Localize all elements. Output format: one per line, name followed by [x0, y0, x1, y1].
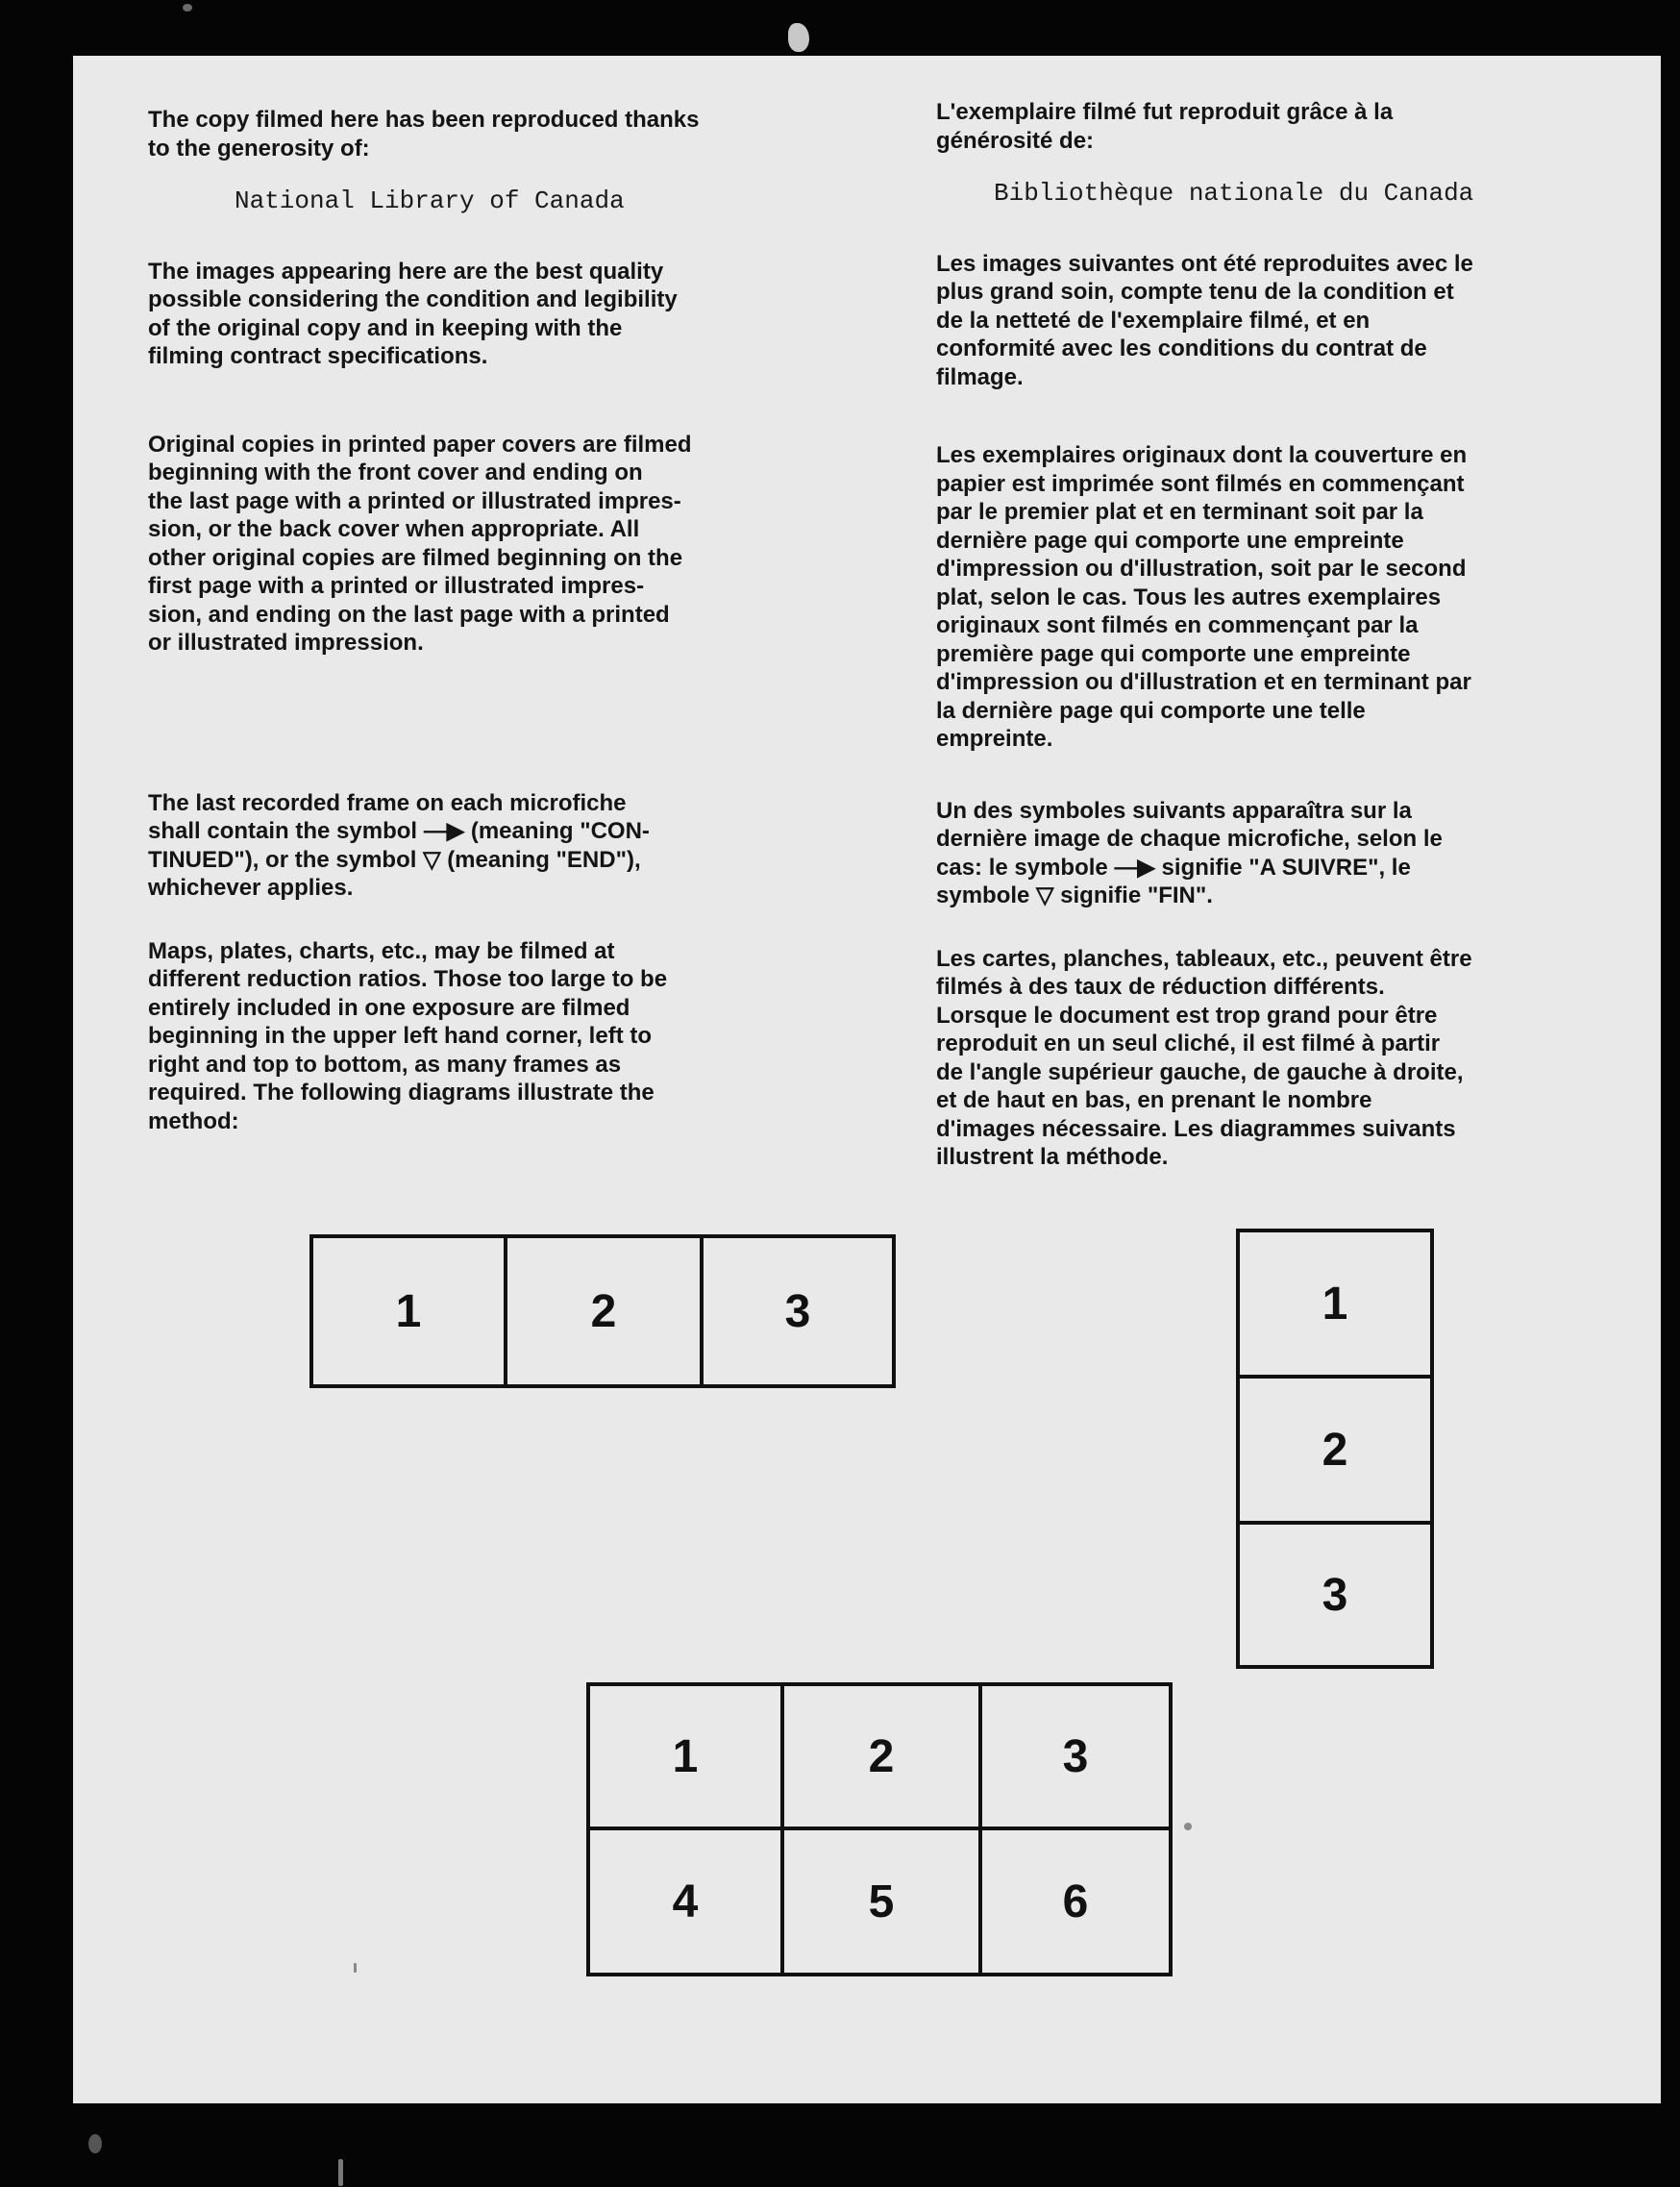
french-library-name: Bibliothèque nationale du Canada	[994, 179, 1474, 208]
diagram-horizontal-cell: 1	[309, 1234, 507, 1388]
film-speck	[354, 1963, 357, 1973]
document-page	[73, 56, 1661, 2103]
french-thanks: L'exemplaire filmé fut reproduit grâce à la générosité de:	[936, 99, 1394, 154]
french-column	[936, 98, 1628, 1172]
french-maps-paragraph: Les cartes, planches, tableaux, etc., peuvent être filmés à des taux de réduction différents. Lorsque le document est trop grand pour être reproduit en un seul cliché, il est filmé à partir de l'angle supérieur gauche, de gauche à droite, et de haut en bas, en prenant le nombre d'images nécessaire. Les diagrammes suivants illustrent la méthode.	[936, 945, 1472, 1170]
diagram-grid-cell: 6	[978, 1827, 1173, 1976]
film-speck	[788, 23, 809, 52]
diagram-vertical-cell: 2	[1236, 1375, 1434, 1525]
french-symbols-paragraph: Un des symboles suivants apparaîtra sur la dernière image de chaque microfiche, selon le cas: le symbole —▶ signifie "A SUIVRE", le symbole ▽ signifie "FIN".	[936, 797, 1443, 908]
diagram-grid-cell: 3	[978, 1682, 1173, 1830]
diagram-grid-cell: 4	[586, 1827, 784, 1976]
french-originals-paragraph: Les exemplaires originaux dont la couverture en papier est imprimée sont filmés en commençant par le premier plat et en terminant soit par la dernière page qui comporte une empreinte d'impression ou d'illustration, soit par le second plat, selon le cas. Tous les autres exemplaires originaux sont filmés en commençant par la première page qui comporte une empreinte d'impression ou d'illustration et en terminant par la dernière page qui comporte une telle empreinte.	[936, 442, 1471, 752]
diagram-horizontal-cell: 2	[504, 1234, 704, 1388]
english-library-name: National Library of Canada	[235, 186, 625, 215]
diagram-horizontal-cell: 3	[700, 1234, 896, 1388]
diagram-grid-cell: 2	[780, 1682, 982, 1830]
french-quality-paragraph: Les images suivantes ont été reproduites avec le plus grand soin, compte tenu de la condition et de la netteté de l'exemplaire filmé, et en conformité avec les conditions du contrat de filmage.	[936, 250, 1473, 390]
diagram-vertical-cell: 1	[1236, 1229, 1434, 1379]
english-column	[148, 106, 821, 1135]
english-originals-paragraph: Original copies in printed paper covers are filmed beginning with the front cover and ending on the last page with a printed or illustrated impres- sion, or the back cover when appropriate. All other original copies are filmed beginning on the first page with a printed or illustrated impres- sion, and ending on the last page with a printed or illustrated impression.	[148, 431, 692, 656]
film-speck	[88, 2134, 102, 2153]
diagram-vertical-cell: 3	[1236, 1521, 1434, 1669]
english-thanks: The copy filmed here has been reproduced thanks to the generosity of:	[148, 107, 700, 162]
diagram-grid-cell: 1	[586, 1682, 784, 1830]
film-speck	[338, 2159, 343, 2186]
film-speck	[1184, 1823, 1192, 1830]
film-speck	[183, 4, 192, 12]
english-maps-paragraph: Maps, plates, charts, etc., may be filmed at different reduction ratios. Those too large to be entirely included in one exposure are filmed beginning in the upper left hand corner, left to right and top to bottom, as many frames as required. The following diagrams illustrate the method:	[148, 937, 668, 1134]
english-quality-paragraph: The images appearing here are the best quality possible considering the condition and legibility of the original copy and in keeping with the filming contract specifications.	[148, 258, 678, 369]
english-symbols-paragraph: The last recorded frame on each microfiche shall contain the symbol —▶ (meaning "CON- TINUED"), or the symbol ▽ (meaning "END"), whichever applies.	[148, 789, 650, 901]
diagram-grid-cell: 5	[780, 1827, 982, 1976]
